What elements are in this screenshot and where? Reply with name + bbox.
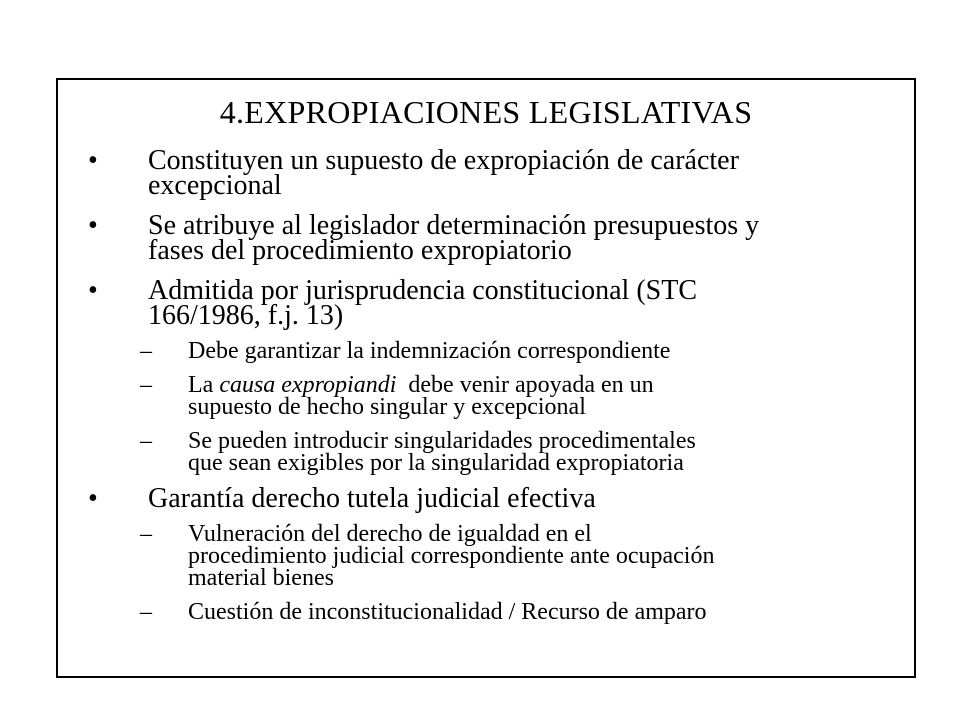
sub-item-2-line-1 [188,374,893,396]
sub-item-2-italic-term: causa expropiandi [219,372,397,398]
dash-icon: – [140,338,152,364]
bullet-item-1-line-1: Constituyen un supuesto de expropiación de carácter [148,145,739,176]
sub-item-4-line-2: procedimiento judicial correspondiente ante ocupación [188,543,715,569]
bullet-item-1 [88,145,893,201]
bullet-item-3-line-2: 166/1986, f.j. 13) [148,300,344,331]
sub-item-5-line-1: Cuestión de inconstitucionalidad / Recurso de amparo [188,599,707,625]
bullet-item-4 [88,483,893,514]
bullet-dot-icon: • [88,275,98,306]
sub-item-2-line-2: supuesto de hecho singular y excepcional [188,394,586,420]
bullet-dot-icon: • [88,210,98,241]
bullet-dot-icon: • [88,483,98,514]
dash-icon: – [140,372,152,398]
bullet-item-3 [88,275,893,331]
bullet-item-2-line-2: fases del procedimiento expropiatorio [148,235,572,266]
sub-item-3 [88,430,893,474]
dash-icon: – [140,521,152,547]
sub-item-5 [88,601,893,623]
slide-frame [56,78,916,678]
sub-item-1 [88,340,893,362]
sub-item-4-line-1: Vulneración del derecho de igualdad en el [188,521,592,547]
sub-item-2 [88,374,893,418]
bullet-item-3-line-1: Admitida por jurisprudencia constitucional (STC [148,275,698,306]
bullet-list [88,145,893,635]
sub-item-4-line-3: material bienes [188,565,334,591]
sub-item-3-line-2: que sean exigibles por la singularidad expropiatoria [188,450,684,476]
sub-item-1-line-1: Debe garantizar la indemnización correspondiente [188,338,671,364]
bullet-item-1-line-2: excepcional [148,170,282,201]
dash-icon: – [140,599,152,625]
sub-item-3-line-1: Se pueden introducir singularidades procedimentales [188,428,696,454]
bullet-dot-icon: • [88,145,98,176]
slide-title: 4.EXPROPIACIONES LEGISLATIVAS [219,94,753,130]
dash-icon: – [140,428,152,454]
sub-item-2-prefix: La [188,372,220,398]
bullet-item-2 [88,210,893,266]
bullet-item-2-line-1: Se atribuye al legislador determinación presupuestos y [148,210,760,241]
bullet-item-4-line-1: Garantía derecho tutela judicial efectiva [148,483,596,514]
sub-item-2-suffix: debe venir apoyada en un [396,372,654,398]
sub-item-4 [88,523,893,589]
